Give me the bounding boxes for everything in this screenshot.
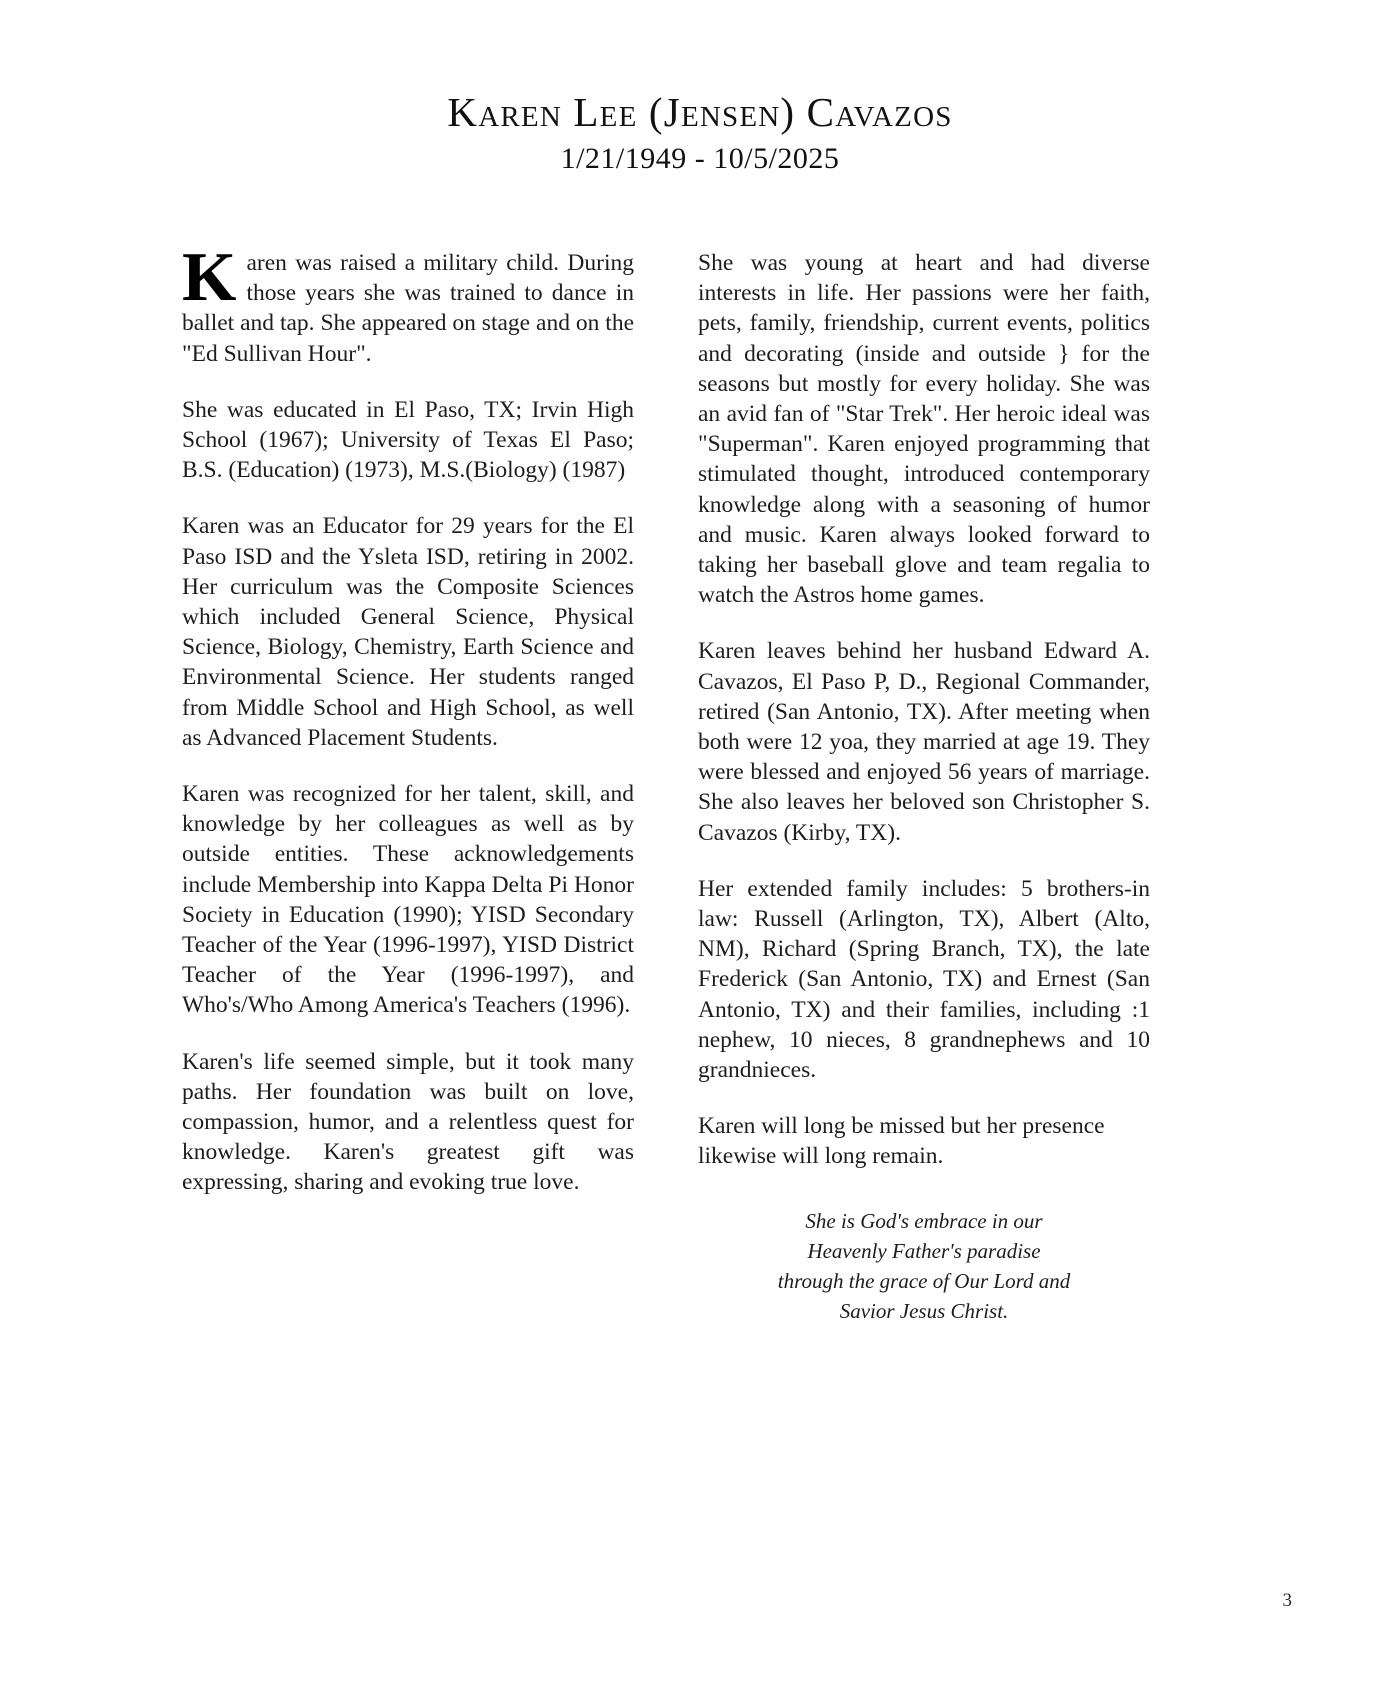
- page-number: 3: [1282, 1590, 1292, 1611]
- verse-line: Savior Jesus Christ.: [839, 1298, 1009, 1323]
- paragraph-honors: Karen was recognized for her talent, skill, and knowledge by her colleagues as well as by outside entities. These acknowledgements include Membership into Kappa Delta Pi Honor Society in Education (1990); YISD Secondary Teacher of the Year (1996-1997), YISD District Teacher of the Year (1996-1997), and Who's/Who Among America's Teachers (1996).: [182, 781, 634, 1019]
- paragraph-interests: She was young at heart and had diverse interests in life. Her passions were her faith, pets, family, friendship, current events, politics and decorating (inside and outside } for the seasons but mostly for every holiday. She was an avid fan of "Star Trek". Her heroic ideal was "Superman". Karen enjoyed programming that stimulated thought, introduced contemporary knowledge along with a seasoning of humor and music. Karen always looked forward to taking her baseball glove and team regalia to watch the Astros home games.: [698, 250, 1150, 609]
- left-column: [182, 239, 634, 1326]
- verse-line: through the grace of Our Lord and: [777, 1268, 1071, 1293]
- closing-verse: [698, 1206, 1150, 1326]
- page-title: Karen Lee (Jensen) Cavazos: [447, 89, 953, 135]
- paragraph-immediate-family: Karen leaves behind her husband Edward A. Cavazos, El Paso P, D., Regional Commander, retired (San Antonio, TX). After meeting when both were 12 yoa, they married at age 19. They were blessed and enjoyed 56 years of marriage. She also leaves her beloved son Christopher S. Cavazos (Kirby, TX).: [698, 638, 1150, 846]
- paragraph-early-life: Karen was raised a military child. During those years she was trained to dance in ballet and tap. She appeared on stage and on the "Ed Sullivan Hour".: [182, 239, 634, 367]
- body-columns: [182, 239, 1218, 1326]
- paragraph-education: She was educated in El Paso, TX; Irvin High School (1967); University of Texas El Paso; B.S. (Education) (1973), M.S.(Biology) (1987): [182, 396, 634, 484]
- paragraph-extended-family: Her extended family includes: 5 brothers-in law: Russell (Arlington, TX), Albert (Alto, NM), Richard (Spring Branch, TX), the late Frederick (San Antonio, TX) and Ernest (San Antonio, TX) and their families, including :1 nephew, 10 nieces, 8 grandnephews and 10 grandnieces.: [698, 875, 1150, 1084]
- paragraph-career: Karen was an Educator for 29 years for the El Paso ISD and the Ysleta ISD, retiring in 2002. Her curriculum was the Composite Sciences which included General Science, Physical Science, Biology, Chemistry, Earth Science and Environmental Science. Her students ranged from Middle School and High School, as well as Advanced Placement Students.: [182, 513, 634, 751]
- verse-line: Heavenly Father's paradise: [807, 1238, 1041, 1263]
- paragraph-character: Karen's life seemed simple, but it took many paths. Her foundation was built on love, compassion, humor, and a relentless quest for knowledge. Karen's greatest gift was expressing, sharing and evoking true love.: [182, 1048, 634, 1196]
- life-dates: 1/21/1949 - 10/5/2025: [560, 142, 840, 176]
- document-header: [0, 88, 1400, 176]
- verse-line: She is God's embrace in our: [805, 1208, 1043, 1233]
- right-column: [698, 248, 1150, 1326]
- paragraph-closing: Karen will long be missed but her presence likewise will long remain.: [698, 1113, 1105, 1170]
